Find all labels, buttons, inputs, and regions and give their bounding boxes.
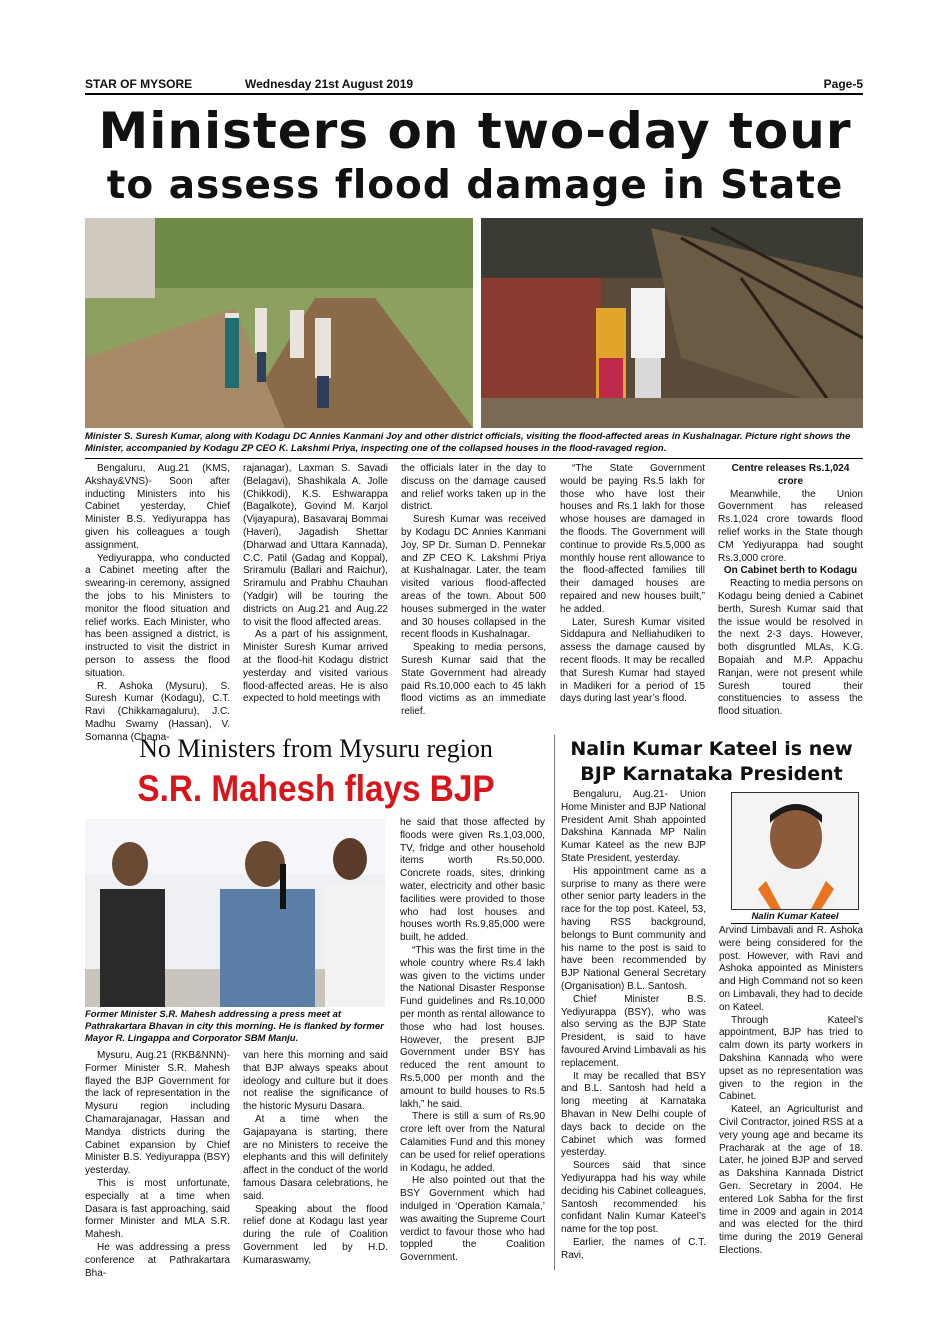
page-number: Page-5 — [823, 77, 863, 91]
paragraph: Sources said that since Yediyurappa had his way while deciding his Cabinet colleagues, Santosh recommended his confidant Nalin Kumar Kateel’s name for the top post. — [561, 1160, 706, 1236]
paragraph: Arvind Limbavali and R. Ashoka were being considered for the post. However, with Ravi and Ashoka appointed as Ministers and High Command not so keen on Limbavali, they had to decide on Kateel. — [719, 925, 863, 1013]
paragraph: Chief Minister B.S. Yediyurappa (BSY), who was also serving as the BJP State President, is said to have favoured Arvind Limbavali as his replacement. — [561, 993, 706, 1069]
issue-date: Wednesday 21st August 2019 — [245, 77, 414, 91]
paragraph: Later, Suresh Kumar visited Siddapura and Nelliahudikeri to assess the damage caused by recent floods. It may be recalled that Suresh Kumar had stayed in Madikeri for a period of 15 days during last year’s flood. — [560, 616, 705, 705]
nalin-headline-line2: BJP Karnataka President — [580, 763, 843, 785]
paragraph: He was addressing a press conference at Pathrakartara Bha- — [85, 1241, 230, 1279]
paragraph: Through Kateel’s appointment, BJP has tried to calm down its party workers in Dakshina Kannada who were upset as no representation was given to the region in the Cabinet. — [719, 1014, 863, 1103]
main-headline-line2: to assess flood damage in State — [106, 163, 844, 208]
paragraph: van here this morning and said that BJP always speaks about ideology and culture but it does not realise the significance of the historic Mysuru Dasara. — [243, 1050, 388, 1113]
paragraph: Bengaluru, Aug.21- Union Home Minister and BJP National President Amit Shah appointed Dakshina Kannada MP Nalin Kumar Kateel as the new BJP State President, yesterday. — [561, 789, 706, 864]
subhead-centre-releases: Centre releases Rs.1,024 crore — [731, 463, 850, 487]
paragraph: Speaking to media persons, Suresh Kumar said that the State Government had already paid Rs.10,000 each to 45 lakh flood victims as an immediate relief. — [401, 642, 546, 718]
paragraph: He also pointed out that the BSY Government which had indulged in ‘Operation Kamala,’ was awaiting the Supreme Court verdict to favour those who had toppled the Coalition Government. — [400, 1175, 545, 1264]
paragraph: At a time when the Gajapayana is starting, there are no Ministers to receive the elephants and this will definitely affect in the conduct of the world famous Dasara celebrations, he said. — [243, 1113, 388, 1202]
paragraph: His appointment came as a surprise to many as there were other senior party leaders in the race for the top post. Kateel, 53, having RSS background, belongs to Bunt community and his name to the post is said to have been recommended by BJP National General Secretary (Organisation) B.L. Santosh. — [561, 865, 706, 992]
nalin-col1 — [561, 789, 706, 1262]
mahesh-kicker: No Ministers from Mysuru region — [139, 734, 493, 763]
divider — [85, 458, 863, 459]
paragraph: Speaking about the flood relief done at Kodagu last year during the rule of Coalition Government led by H.D. Kumaraswamy, — [243, 1203, 388, 1266]
main-story-col5 — [718, 463, 863, 719]
paragraph: Kateel, an Agriculturist and Civil Contractor, joined RSS at a very young age and became its Pracharak at the age of 18. Later, he joined BJP and served as Dakshina Kannada District Gen. Secretary in 2004. He entered Lok Sabha for the first time in 2009 and again in 2014 and was elected for the third time during the 2019 General Elections. — [719, 1104, 863, 1256]
paragraph: As a part of his assignment, Minister Suresh Kumar arrived at the flood-hit Kodagu district yesterday and visited various flood-affected areas. He is also expected to hold meetings with — [243, 629, 388, 705]
paragraph: Meanwhile, the Union Government has released Rs.1,024 crore towards flood relief works in the State though CM Yediyurappa had sought Rs.3,000 crore. — [718, 488, 863, 564]
nalin-photo-caption: Nalin Kumar Kateel — [731, 911, 859, 924]
mahesh-col2 — [243, 1050, 388, 1268]
paragraph: “This was the first time in the whole country where Rs.4 lakh was given to the victims under the National Disaster Response Fund guidelines and Rs.10,000 per month as rental allowance to those who had lost houses. However, the present BJP Government under BSY has reduced the rent amount to Rs.5,000 per month and the amount to build houses to Rs.5 lakh,” he said. — [400, 944, 545, 1110]
nalin-headline-line1: Nalin Kumar Kateel is new — [570, 738, 853, 760]
paragraph: It may be recalled that BSY and B.L. Santosh had held a long meeting at Karnataka Bhavan in New Delhi couple of days back to decide on the Cabinet which was formed yesterday. — [561, 1070, 706, 1159]
paragraph: Reacting to media persons on Kodagu being denied a Cabinet berth, Suresh Kumar said that the issue would be resolved in the next 2-3 days. However, both disgruntled MLAs, K.G. Bopaiah and M.P. Appachu Ranjan, were not present while Suresh toured their constituencies to assess the flood situation. — [718, 578, 863, 718]
paragraph: Suresh Kumar was received by Kodagu DC Annies Kanmani Joy, SP Dr. Suman D. Pennekar and ZP CEO K. Lakshmi Priya at Kushalnagar. Later, the team visited various flood-affected areas of the town. About 500 houses submerged in the water and 30 houses collapsed in the recent floods in Kushalnagar. — [401, 514, 546, 641]
main-story-col2 — [243, 463, 388, 706]
nalin-col2 — [719, 925, 863, 1258]
main-headline-line1: Ministers on two-day tour — [98, 102, 852, 160]
main-story-col4 — [560, 463, 705, 706]
paragraph: There is still a sum of Rs.90 crore left over from the Natural Calamities Fund and this money can be used for relief operations in Kodagu, he added. — [400, 1111, 545, 1174]
masthead-bar — [85, 77, 863, 95]
paragraph: This is most unfortunate, especially at a time when Dasara is fast approaching, said former Minister and MLA S.R. Mahesh. — [85, 1177, 230, 1241]
paper-name: STAR OF MYSORE — [85, 77, 193, 91]
paragraph: Earlier, the names of C.T. Ravi, — [561, 1236, 706, 1261]
main-story-col3 — [401, 463, 546, 719]
paragraph: “The State Government would be paying Rs.5 lakh for those who have lost their houses and Rs.1 lakh for those whose houses are damaged in the floods. The Government will continue to provide Rs.5,000 as monthly house rent allowance to the flood-affected families till their damaged houses are repaired and new houses built,” he added. — [560, 463, 705, 615]
divider — [554, 735, 555, 1270]
flood-visit-photo — [85, 218, 473, 428]
press-meet-caption: Former Minister S.R. Mahesh addressing a press meet at Pathrakartara Bhavan in city this morning. He is flanked by former Mayor R. Lingappa and Corporator SBM Manju. — [85, 1009, 384, 1044]
paragraph: R. Ashoka (Mysuru), S. Suresh Kumar (Kodagu), C.T. Ravi (Chikkamagaluru), J.C. Madhu Swamy (Hassan), V. Somanna (Chama- — [85, 680, 230, 743]
mahesh-headline: S.R. Mahesh flays BJP — [137, 768, 495, 809]
subhead-cabinet-berth: On Cabinet berth to Kodagu — [723, 565, 858, 577]
press-meet-photo — [85, 819, 385, 1007]
paragraph: Mysuru, Aug.21 (RKB&NNN)- Former Minister S.R. Mahesh flayed the BJP Government for the lack of representation in the Mysuru region including Chamarajanagar, Hassan and Mandya districts during the Cabinet expansion by Chief Minister B.S. Yediyurappa (BSY) yesterday. — [85, 1050, 230, 1177]
paragraph: he said that those affected by floods were given Rs.1,03,000, TV, fridge and other household items worth Rs.50,000. Concrete roads, sites, drinking water, electricity and other basic facilities were provided to those who had lost houses and houses worth Rs.9,85,000 were built, he added. — [400, 817, 545, 944]
mahesh-col3 — [400, 817, 545, 1265]
nalin-portrait — [731, 792, 859, 910]
main-story-col1 — [85, 463, 230, 745]
paragraph: rajanagar), Laxman S. Savadi (Belagavi), Shashikala A. Jolle (Chikkodi), K.S. Eshwarappa (Bagalkote), Govind M. Karjol (Vijayapura), Basavaraj Bommai (Haveri), Jagadish Shettar (Dharwad and Uttara Kannada), C.C. Patil (Gadag and Koppal), Sriramulu (Ballari and Raichur), Sriramulu and Prabhu Chauhan (Yadgir) will be touring the districts on Aug.21 and Aug.22 to visit the flood affected areas. — [243, 463, 388, 628]
paragraph: Bengaluru, Aug.21 (KMS, Akshay&VNS)- Soon after inducting Ministers into his Cabinet yesterday, Chief Minister B.S. Yediyurappa has given his colleagues a tough assignment. — [85, 463, 230, 551]
paragraph: the officials later in the day to discuss on the damage caused and relief works taken up in the district. — [401, 463, 546, 513]
main-photo-caption: Minister S. Suresh Kumar, along with Kodagu DC Annies Kanmani Joy and other district officials, visiting the flood-affected areas in Kushalnagar. Picture right shows the Minister, accompanied by Kodagu ZP CEO K. Lakshmi Priya, inspecting one of the collapsed houses in the flood-ravaged region. — [85, 431, 851, 454]
paragraph: Yediyurappa, who conducted a Cabinet meeting after the swearing-in ceremony, assigned the jobs to his Ministers to monitor the flood situation and relief works. Each Minister, who has been assigned a district, is instructed to visit the district in person to assess the flood situation. — [85, 552, 230, 679]
collapsed-house-photo — [481, 218, 863, 428]
mahesh-col1 — [85, 1050, 230, 1280]
